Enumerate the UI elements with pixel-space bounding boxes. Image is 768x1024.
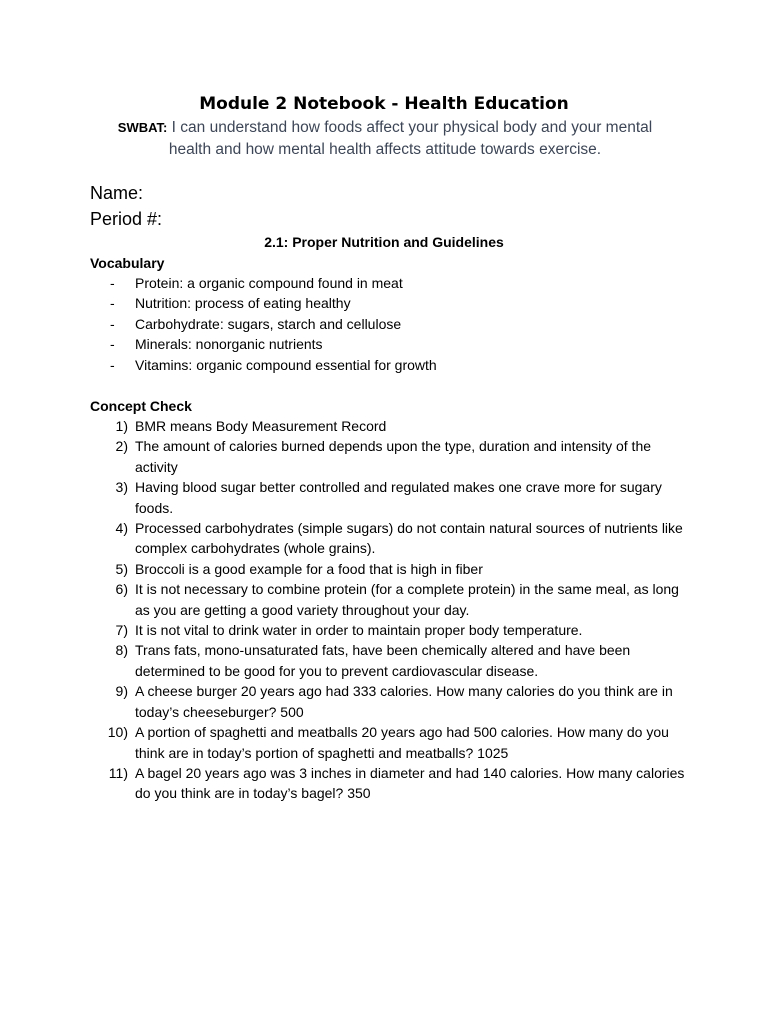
section-title: 2.1: Proper Nutrition and Guidelines xyxy=(264,234,504,250)
swbat-text: I can understand how foods affect your physical body and your mental health and how mental health affects attitude towards exercise. xyxy=(167,119,653,158)
bullet-dash: - xyxy=(110,295,115,312)
item-number: 6) xyxy=(115,581,128,598)
swbat-label: SWBAT: xyxy=(117,120,168,135)
concept-check-item xyxy=(90,518,690,559)
item-number: 4) xyxy=(115,520,128,537)
period-field-label: Period #: xyxy=(90,209,163,229)
vocabulary-item-text: Carbohydrate: sugars, starch and cellulose xyxy=(135,315,402,332)
item-number: 9) xyxy=(115,683,128,700)
concept-check-item xyxy=(90,763,690,804)
concept-check-text: It is not necessary to combine protein (for a complete protein) in the same meal, as long as you are getting a good variety throughout your day. xyxy=(135,581,679,618)
concept-check-text: It is not vital to drink water in order to maintain proper body temperature. xyxy=(135,622,583,639)
vocabulary-item xyxy=(90,314,690,334)
concept-check-item xyxy=(90,559,690,579)
concept-check-item xyxy=(90,416,690,436)
concept-check-item xyxy=(90,620,690,640)
item-number: 5) xyxy=(115,560,128,577)
concept-check-text: Having blood sugar better controlled and regulated makes one crave more for sugary foods. xyxy=(135,479,662,516)
document-title: Module 2 Notebook - Health Education xyxy=(199,94,569,114)
item-number: 8) xyxy=(115,642,128,659)
vocabulary-item-text: Minerals: nonorganic nutrients xyxy=(135,336,323,353)
concept-check-item xyxy=(90,477,690,518)
concept-check-list xyxy=(90,416,690,804)
vocabulary-item xyxy=(90,355,690,375)
concept-check-item xyxy=(90,579,690,620)
concept-check-text: A cheese burger 20 years ago had 333 calories. How many calories do you think are in today’s cheeseburger? 500 xyxy=(135,683,673,720)
swbat-statement xyxy=(105,117,665,161)
concept-check-text: BMR means Body Measurement Record xyxy=(135,418,387,434)
bullet-dash: - xyxy=(110,336,115,353)
item-number: 2) xyxy=(115,438,128,455)
concept-check-item xyxy=(90,640,690,681)
item-number: 11) xyxy=(108,764,128,781)
bullet-dash: - xyxy=(110,356,115,373)
vocabulary-item xyxy=(90,334,690,354)
concept-check-item xyxy=(90,722,690,763)
bullet-dash: - xyxy=(110,315,115,332)
item-number: 1) xyxy=(115,418,128,434)
concept-check-item xyxy=(90,436,690,477)
name-field-label: Name: xyxy=(90,183,144,203)
concept-check-text: A bagel 20 years ago was 3 inches in diameter and had 140 calories. How many calories do you think are in today’s bagel? 350 xyxy=(135,764,685,802)
vocabulary-list xyxy=(90,273,690,375)
concept-check-heading: Concept Check xyxy=(90,398,192,414)
concept-check-text: A portion of spaghetti and meatballs 20 years ago had 500 calories. How many do you think are in today’s portion of spaghetti and meatballs? 1025 xyxy=(135,724,669,761)
vocabulary-heading: Vocabulary xyxy=(90,255,165,271)
concept-check-text: Processed carbohydrates (simple sugars) do not contain natural sources of nutrients like complex carbohydrates (whole grains). xyxy=(135,520,683,557)
vocabulary-item xyxy=(90,293,690,313)
vocabulary-item xyxy=(90,273,690,293)
item-number: 10) xyxy=(107,724,128,741)
vocabulary-item-text: Nutrition: process of eating healthy xyxy=(135,295,351,312)
vocabulary-item-text: Protein: a organic compound found in meat xyxy=(135,275,403,291)
concept-check-text: Broccoli is a good example for a food that is high in fiber xyxy=(135,560,483,577)
item-number: 3) xyxy=(115,479,128,496)
bullet-dash: - xyxy=(110,275,115,291)
concept-check-text: Trans fats, mono-unsaturated fats, have been chemically altered and have been determined to be good for you to prevent cardiovascular disease. xyxy=(135,642,631,679)
item-number: 7) xyxy=(115,622,128,639)
vocabulary-item-text: Vitamins: organic compound essential for growth xyxy=(135,356,437,373)
concept-check-text: The amount of calories burned depends upon the type, duration and intensity of the activity xyxy=(135,438,652,475)
concept-check-item xyxy=(90,681,690,722)
